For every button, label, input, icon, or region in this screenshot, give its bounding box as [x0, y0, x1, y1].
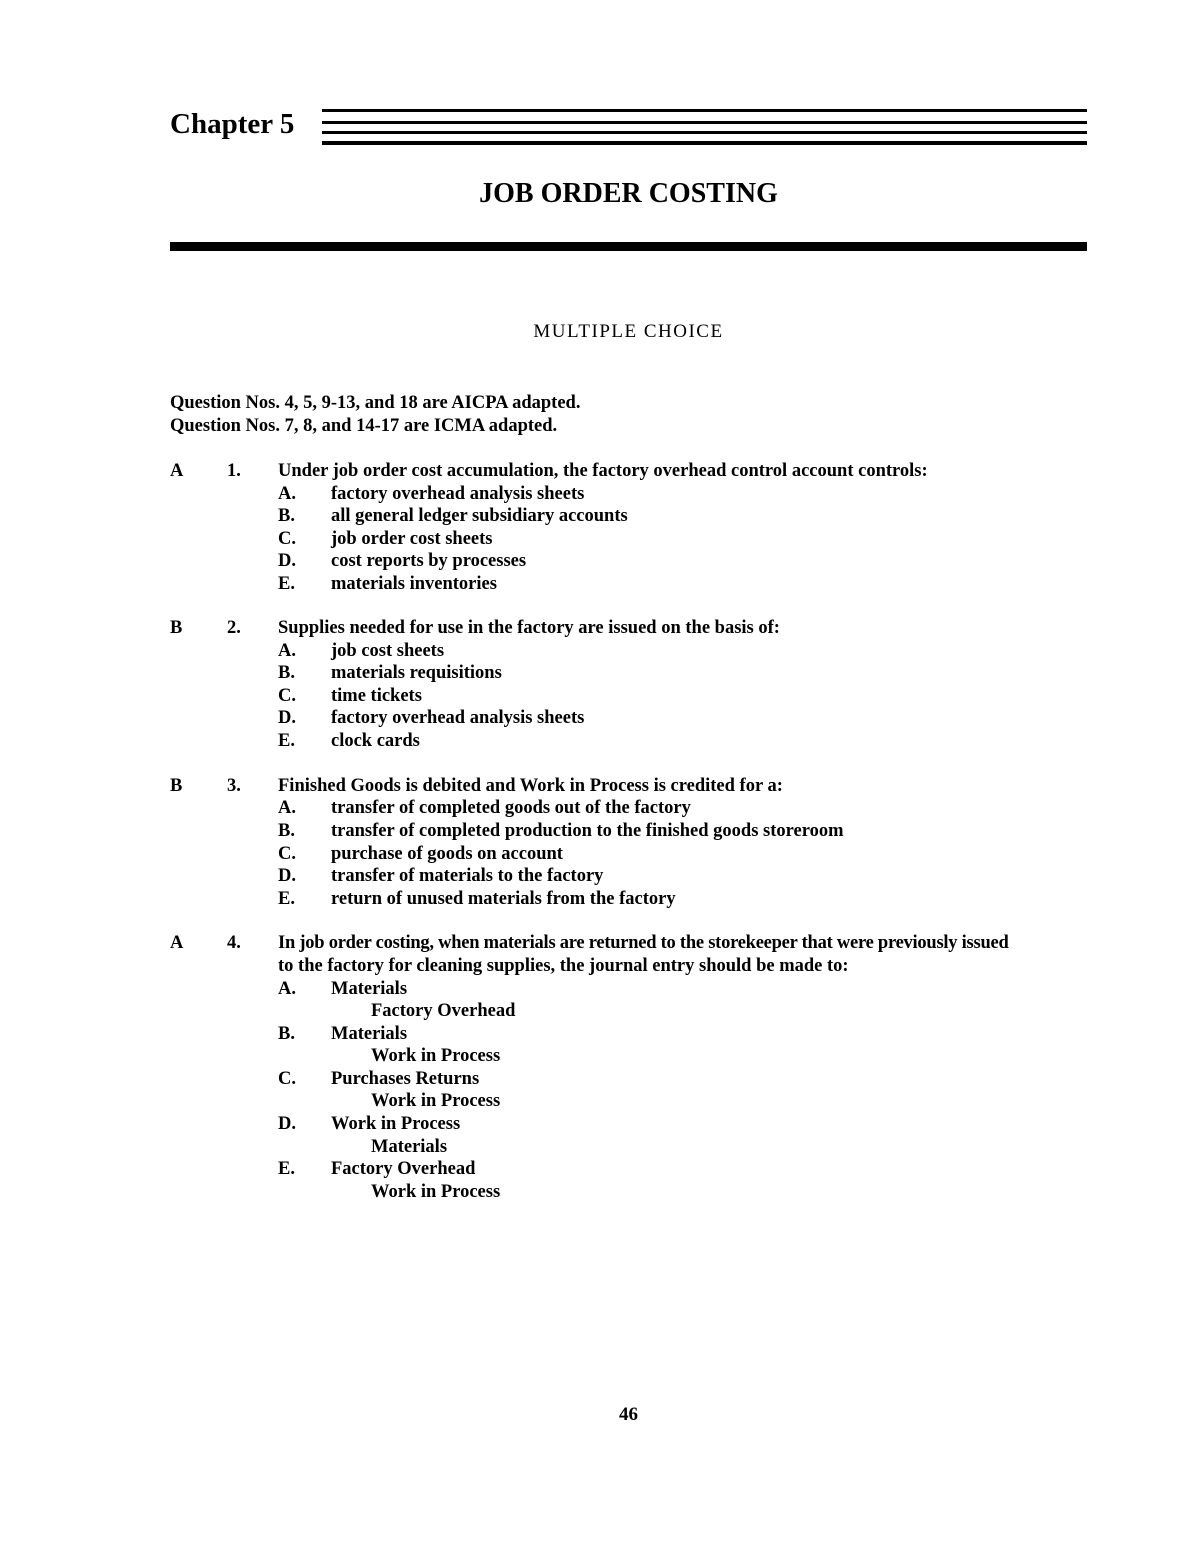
- option-letter: A.: [278, 484, 296, 504]
- question-stem: Under job order cost accumulation, the factory overhead control account controls:: [278, 461, 928, 481]
- question-stem-line-2: to the factory for cleaning supplies, the journal entry should be made to:: [278, 956, 849, 976]
- option-letter: B.: [278, 1024, 295, 1044]
- option-debit: Materials: [331, 979, 408, 999]
- option-letter: C.: [278, 844, 296, 864]
- chapter-rule-4: [322, 141, 1087, 145]
- option-text: job cost sheets: [331, 641, 445, 661]
- option-letter: E.: [278, 731, 295, 751]
- option-credit: Work in Process: [371, 1182, 501, 1202]
- option-text: job order cost sheets: [331, 529, 493, 549]
- option-letter: D.: [278, 1114, 296, 1134]
- option-letter: E.: [278, 889, 295, 909]
- option-text: transfer of materials to the factory: [331, 866, 604, 886]
- title-rule: [170, 242, 1087, 251]
- chapter-rule-2: [322, 121, 1087, 124]
- option-letter: A.: [278, 641, 296, 661]
- option-letter: C.: [278, 686, 296, 706]
- option-text: factory overhead analysis sheets: [331, 484, 585, 504]
- option-text: transfer of completed production to the finished goods storeroom: [331, 821, 844, 841]
- answer-key: A: [170, 933, 184, 953]
- option-debit: Factory Overhead: [331, 1159, 476, 1179]
- option-text: transfer of completed goods out of the factory: [331, 798, 691, 818]
- option-letter: B.: [278, 663, 295, 683]
- question-stem: Finished Goods is debited and Work in Process is credited for a:: [278, 776, 783, 796]
- option-letter: C.: [278, 1069, 296, 1089]
- option-text: materials requisitions: [331, 663, 502, 683]
- option-letter: A.: [278, 798, 296, 818]
- option-text: purchase of goods on account: [331, 844, 563, 864]
- note-aicpa: Question Nos. 4, 5, 9-13, and 18 are AICPA adapted.: [170, 393, 581, 413]
- option-text: factory overhead analysis sheets: [331, 708, 585, 728]
- question-stem: Supplies needed for use in the factory are issued on the basis of:: [278, 618, 780, 638]
- option-credit: Work in Process: [371, 1091, 501, 1111]
- option-text: return of unused materials from the factory: [331, 889, 676, 909]
- page-number: 46: [619, 1404, 638, 1425]
- option-letter: D.: [278, 551, 296, 571]
- question-number: 3.: [227, 776, 241, 796]
- question-number: 4.: [227, 933, 241, 953]
- option-letter: A.: [278, 979, 296, 999]
- option-letter: B.: [278, 506, 295, 526]
- section-heading: MULTIPLE CHOICE: [533, 321, 724, 342]
- note-icma: Question Nos. 7, 8, and 14-17 are ICMA adapted.: [170, 416, 558, 436]
- option-text: time tickets: [331, 686, 422, 706]
- option-credit: Materials: [371, 1137, 448, 1157]
- question-number: 1.: [227, 461, 241, 481]
- question-number: 2.: [227, 618, 241, 638]
- option-credit: Factory Overhead: [371, 1001, 516, 1021]
- option-debit: Purchases Returns: [331, 1069, 480, 1089]
- chapter-rule-3: [322, 131, 1087, 134]
- option-letter: D.: [278, 866, 296, 886]
- chapter-rules: [322, 109, 1087, 149]
- option-credit: Work in Process: [371, 1046, 501, 1066]
- option-text: clock cards: [331, 731, 420, 751]
- chapter-label: Chapter 5: [170, 108, 295, 140]
- option-text: cost reports by processes: [331, 551, 527, 571]
- option-letter: E.: [278, 1159, 295, 1179]
- option-letter: E.: [278, 574, 295, 594]
- answer-key: B: [170, 776, 183, 796]
- question-stem-line-1: In job order costing, when materials are returned to the storekeeper that were previously issued: [278, 933, 1009, 953]
- page-title: JOB ORDER COSTING: [479, 178, 778, 209]
- answer-key: B: [170, 618, 183, 638]
- option-debit: Materials: [331, 1024, 408, 1044]
- option-debit: Work in Process: [331, 1114, 461, 1134]
- option-text: materials inventories: [331, 574, 497, 594]
- answer-key: A: [170, 461, 184, 481]
- option-text: all general ledger subsidiary accounts: [331, 506, 628, 526]
- option-letter: C.: [278, 529, 296, 549]
- chapter-rule-1: [322, 109, 1087, 112]
- option-letter: B.: [278, 821, 295, 841]
- option-letter: D.: [278, 708, 296, 728]
